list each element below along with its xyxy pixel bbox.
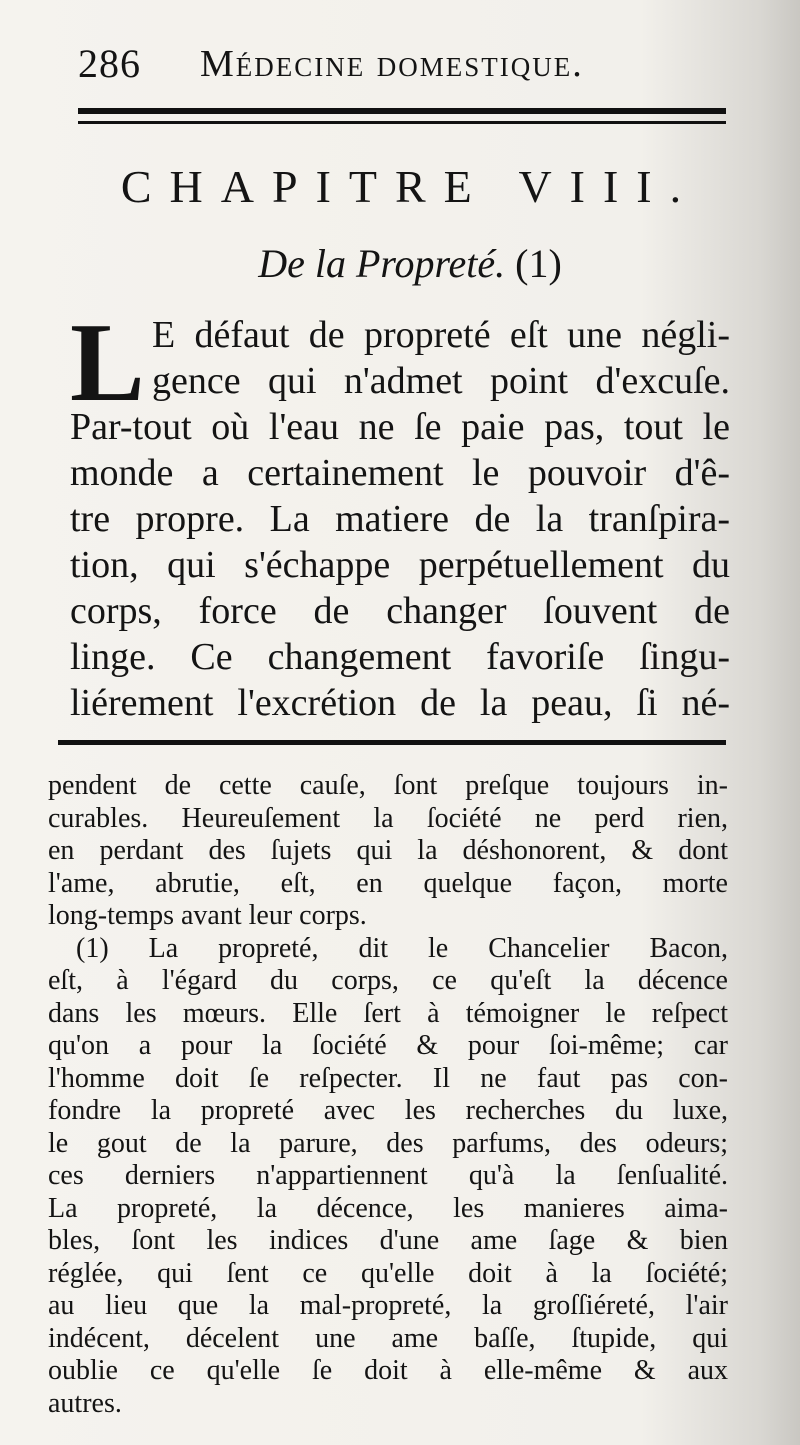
- main-line: E défaut de propreté eſt une négli-: [152, 314, 730, 356]
- footnote-continuation-line: pendent de cette cauſe, ſont preſque toujours in-: [48, 770, 728, 801]
- footnote-note-line: au lieu que la mal-propreté, la groſſiéreté, l'air: [48, 1290, 728, 1321]
- footnote-continuation-line: l'ame, abrutie, eſt, en quelque façon, morte: [48, 867, 728, 899]
- footnote-note-line: qu'on a pour la ſociété & pour ſoi-même; car: [48, 1030, 728, 1061]
- footnote-note-line: (1) La propreté, dit le Chancelier Bacon,: [76, 932, 728, 964]
- footnote-note-line: dans les mœurs. Elle ſert à témoigner le reſpect: [48, 997, 728, 1029]
- section-title-note-ref: (1): [515, 241, 562, 286]
- main-line: monde a certainement le pouvoir d'ê-: [70, 452, 730, 494]
- footnote-note-line: le gout de la parure, des parfums, des odeurs;: [48, 1127, 728, 1159]
- footnote-rule: [58, 740, 726, 745]
- footnote-continuation-line: en perdant des ſujets qui la déshonorent, & dont: [48, 835, 728, 866]
- footnote-note-line: l'homme doit ſe reſpecter. Il ne faut pas con-: [48, 1062, 728, 1094]
- header-rule-thin: [78, 121, 726, 124]
- main-line: liérement l'excrétion de la peau, ſi né-: [70, 682, 730, 724]
- chapter-title: CHAPITRE VIII.: [120, 161, 700, 212]
- main-line: linge. Ce changement favoriſe ſingu-: [70, 636, 730, 678]
- footnote-continuation-line: curables. Heureuſement la ſociété ne perd rien,: [48, 802, 728, 834]
- footnotes: [48, 770, 728, 1420]
- main-line: gence qui n'admet point d'excuſe.: [152, 360, 730, 402]
- footnote-note-line: ces derniers n'appartiennent qu'à la ſenſualité.: [48, 1160, 728, 1191]
- footnote-note-line: indécent, décelent une ame baſſe, ſtupide, qui: [48, 1322, 728, 1354]
- section-title: [100, 240, 720, 287]
- page-header: [78, 30, 728, 90]
- main-line: Par-tout où l'eau ne ſe paie pas, tout le: [70, 406, 730, 448]
- section-title-text: De la Propreté.: [258, 241, 506, 286]
- footnote-continuation-line: long-temps avant leur corps.: [48, 900, 367, 931]
- running-head: Médecine domestique.: [200, 43, 584, 85]
- page-number: 286: [78, 41, 141, 86]
- footnote-note-line: autres.: [48, 1387, 122, 1419]
- main-line: tre propre. La matiere de la tranſpira-: [70, 498, 730, 540]
- footnote-note-line: fondre la propreté avec les recherches du luxe,: [48, 1095, 728, 1126]
- footnote-note-line: bles, ſont les indices d'une ame ſage & bien: [48, 1225, 728, 1256]
- footnote-note-line: oublie ce qu'elle ſe doit à elle-même & aux: [48, 1355, 728, 1386]
- footnote-note-line: eſt, à l'égard du corps, ce qu'eſt la décence: [48, 965, 728, 996]
- footnote-note-line: La propreté, la décence, les manieres aima-: [48, 1192, 728, 1224]
- main-text: [70, 301, 730, 726]
- footnote-note-line: réglée, qui ſent ce qu'elle doit à la ſociété;: [48, 1257, 728, 1289]
- main-line: tion, qui s'échappe perpétuellement du: [70, 544, 730, 586]
- header-rule-thick: [78, 108, 726, 114]
- main-line: corps, force de changer ſouvent de: [70, 590, 730, 632]
- drop-cap: L: [70, 301, 145, 425]
